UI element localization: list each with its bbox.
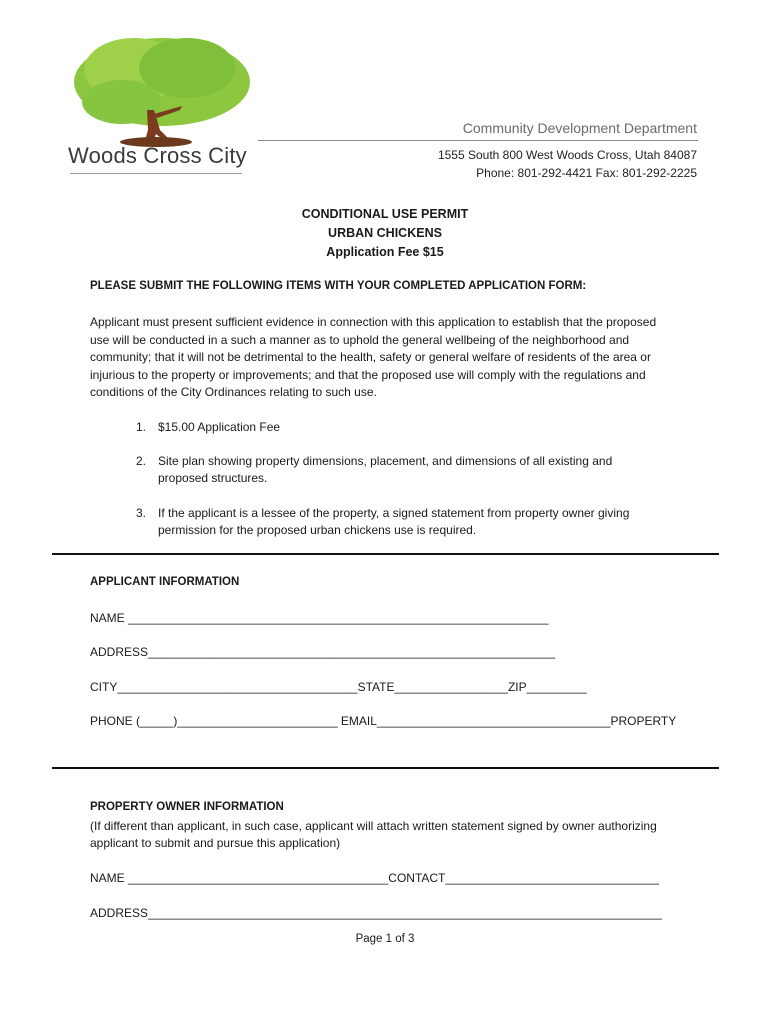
owner-name-contact-field[interactable]: NAME _______________________________________CONTACT________________________________ [90, 871, 659, 885]
application-fee: Application Fee $15 [326, 245, 444, 259]
list-item-number: 2. [136, 454, 147, 468]
list-item-text: $15.00 Application Fee [158, 420, 281, 434]
address-line: 1555 South 800 West Woods Cross, Utah 84087 [437, 148, 697, 162]
section-divider [52, 553, 719, 555]
applicant-address-field[interactable]: ADDRESS_____________________________________________________________ [90, 645, 556, 659]
department-name: Community Development Department [462, 120, 697, 136]
list-item [136, 505, 648, 539]
page-number: Page 1 of 3 [355, 933, 415, 945]
list-item-number: 1. [136, 420, 147, 434]
phone-fax-line: Phone: 801-292-4421 Fax: 801-292-2225 [476, 166, 697, 180]
applicant-city-state-zip-field[interactable]: CITY____________________________________STATE_________________ZIP_________ [90, 680, 587, 694]
owner-address-field[interactable]: ADDRESS_____________________________________________________________________________ [90, 906, 662, 920]
applicant-heading: APPLICANT INFORMATION [90, 576, 240, 588]
logo-divider [70, 173, 242, 174]
list-item [136, 419, 648, 436]
logo-text: Woods Cross City [68, 143, 247, 168]
section-divider [52, 767, 719, 769]
list-item-number: 3. [136, 506, 147, 520]
instructions-heading: PLEASE SUBMIT THE FOLLOWING ITEMS WITH YOUR COMPLETED APPLICATION FORM: [90, 280, 587, 292]
header-divider [258, 140, 698, 141]
instructions-paragraph: Applicant must present sufficient evidence in connection with this application to establish that the proposed use will be conducted in a such a manner as to uphold the general wellbeing of the neighborhood and community; that it will not be detrimental to the health, safety or general welfare of residents of the area or injurious to the property or improvements; and that the proposed use will comply with the regulations and conditions of the City Ordinances relating to such use. [90, 315, 657, 399]
applicant-phone-email-field[interactable]: PHONE (_____)________________________ EMAIL___________________________________PROPERTY [90, 714, 677, 728]
list-item-text: Site plan showing property dimensions, placement, and dimensions of all existing and proposed structures. [158, 454, 613, 485]
owner-note: (If different than applicant, in such case, applicant will attach written statement signed by owner authorizing applicant to submit and pursue this application) [90, 819, 657, 850]
applicant-name-field[interactable]: NAME _______________________________________________________________ [90, 611, 549, 625]
owner-heading: PROPERTY OWNER INFORMATION [90, 801, 284, 813]
form-subtitle: URBAN CHICKENS [328, 226, 442, 240]
list-item-text: If the applicant is a lessee of the property, a signed statement from property owner giving permission for the proposed urban chickens use is required. [158, 506, 630, 537]
form-title: CONDITIONAL USE PERMIT [301, 207, 469, 221]
list-item [136, 453, 648, 487]
